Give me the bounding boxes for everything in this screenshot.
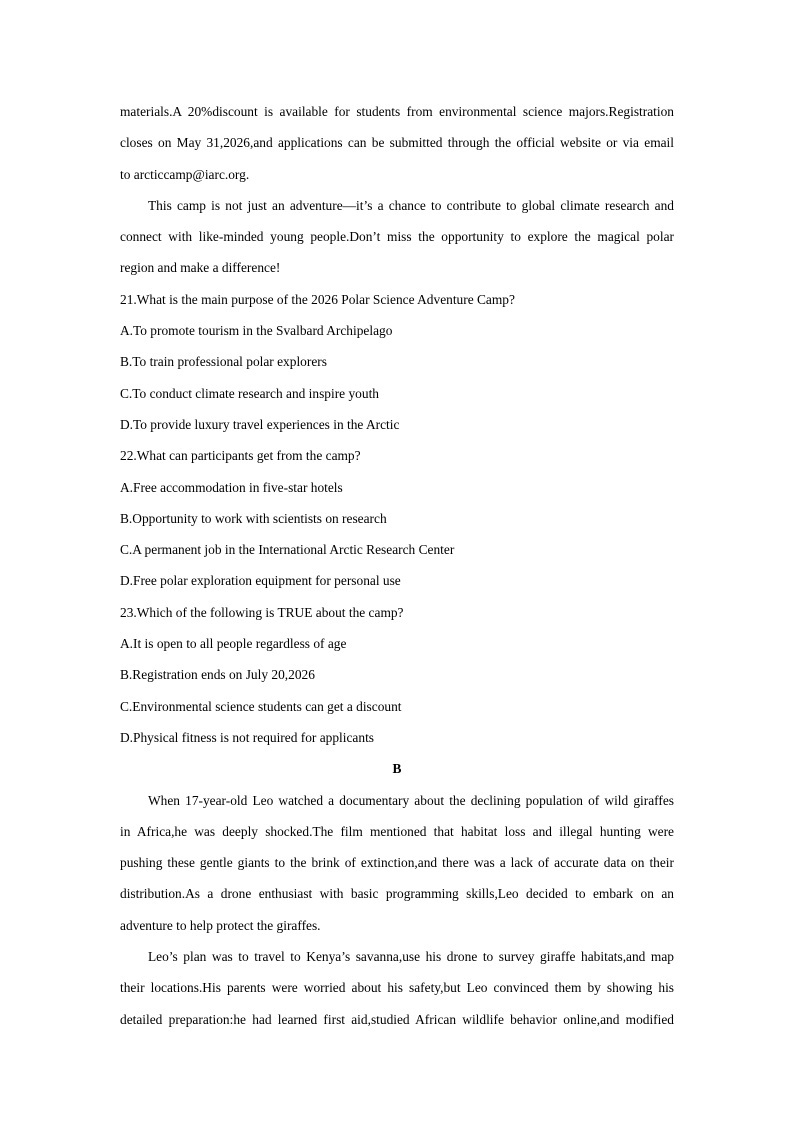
answer-option: B.Opportunity to work with scientists on research [120,510,387,526]
answer-option: C.A permanent job in the International Arctic Research Center [120,542,455,558]
answer-option: A.To promote tourism in the Svalbard Archipelago [120,323,393,339]
passage-a-line: connect with like-minded young people.Don’t miss the opportunity to explore the magical polar [120,229,674,245]
passage-b-line: adventure to help protect the giraffes. [120,917,321,933]
passage-a-line: materials.A 20%discount is available for students from environmental science majors.Registration [120,104,674,119]
passage-b-line: in Africa,he was deeply shocked.The film mentioned that habitat loss and illegal hunting were [120,823,674,839]
answer-option: D.Free polar exploration equipment for personal use [120,573,401,589]
passage-b-line: When 17-year-old Leo watched a documentary about the declining population of wild giraffes [148,792,674,808]
passage-b-line: Leo’s plan was to travel to Kenya’s savanna,use his drone to survey giraffe habitats,and map [148,949,674,965]
question-stem: 21.What is the main purpose of the 2026 Polar Science Adventure Camp? [120,291,515,307]
passage-a-line: to arcticcamp@iarc.org. [120,166,250,182]
question-stem: 23.Which of the following is TRUE about the camp? [120,604,404,620]
answer-option: A.It is open to all people regardless of age [120,636,347,652]
passage-b-line: distribution.As a drone enthusiast with basic programming skills,Leo decided to embark on an [120,886,674,902]
answer-option: B.To train professional polar explorers [120,354,327,370]
answer-option: A.Free accommodation in five-star hotels [120,479,343,495]
section-heading: B [392,761,402,777]
answer-option: C.Environmental science students can get a discount [120,698,402,714]
passage-a-line: closes on May 31,2026,and applications can be submitted through the official website or via email [120,135,674,151]
question-stem: 22.What can participants get from the camp? [120,448,361,464]
passage-a-line: This camp is not just an adventure—it’s a chance to contribute to global climate research and [148,197,674,213]
answer-option: B.Registration ends on July 20,2026 [120,667,315,683]
passage-b-line: detailed preparation:he had learned first aid,studied African wildlife behavior online,and modified [120,1011,674,1027]
passage-a-line: region and make a difference! [120,260,281,276]
answer-option: C.To conduct climate research and inspire youth [120,385,379,401]
answer-option: D.Physical fitness is not required for applicants [120,729,374,745]
passage-b-line: pushing these gentle giants to the brink of extinction,and there was a lack of accurate data on their [120,855,674,871]
document-content [120,96,674,1035]
passage-b-line: their locations.His parents were worried about his safety,but Leo convinced them by showing his [120,980,674,996]
answer-option: D.To provide luxury travel experiences in the Arctic [120,416,400,432]
